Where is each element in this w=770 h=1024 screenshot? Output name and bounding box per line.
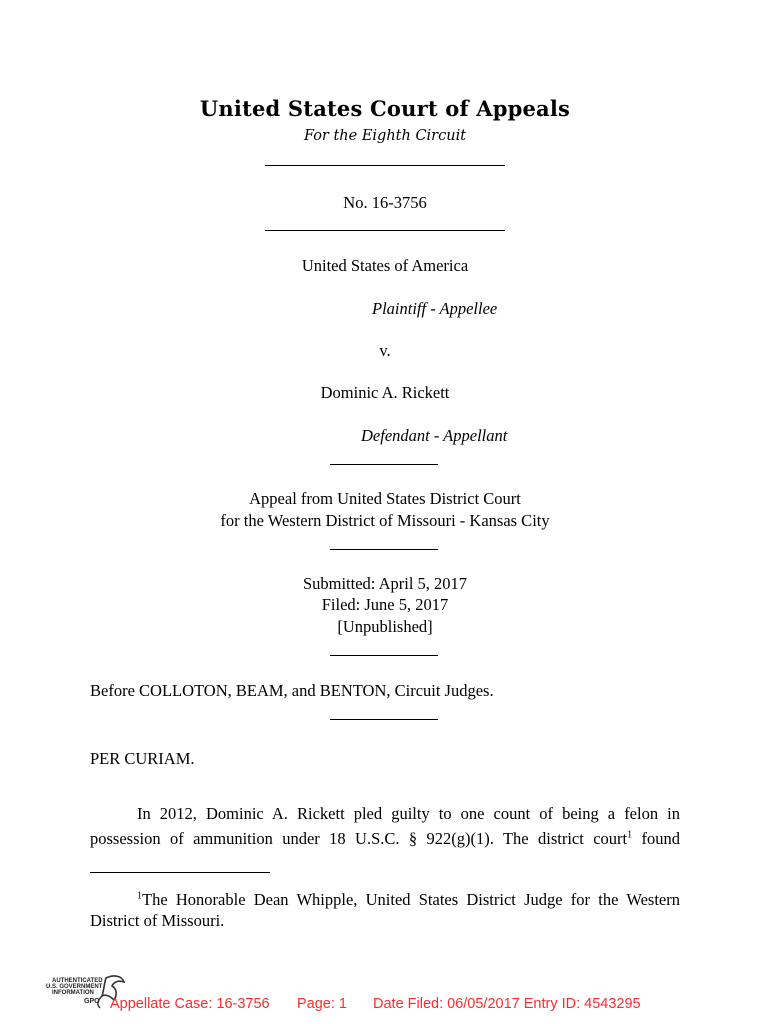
panel-judges: Before COLLOTON, BEAM, and BENTON, Circuit Judges. xyxy=(90,681,494,700)
case-number: No. 16-3756 xyxy=(343,193,427,212)
appeal-line-2: for the Western District of Missouri - Kansas City xyxy=(220,511,550,530)
footnote-line-2: District of Missouri. xyxy=(90,911,225,930)
opinion-line-2 xyxy=(90,826,680,851)
stamp-case: Appellate Case: 16-3756 xyxy=(110,996,270,1012)
panel-divider xyxy=(330,719,438,720)
footnote xyxy=(90,889,680,931)
submitted-date: Submitted: April 5, 2017 xyxy=(302,574,468,593)
opinion-line-2-text: possession of ammunition under 18 U.S.C. § 922(g)(1). The district court xyxy=(90,829,628,848)
footnote-line-1-text: The Honorable Dean Whipple, United States District Judge for the Western xyxy=(142,890,680,909)
circuit-subtitle: For the Eighth Circuit xyxy=(303,128,467,144)
appeal-line-1: Appeal from United States District Court xyxy=(249,489,521,508)
footnote-line-1 xyxy=(90,889,680,910)
footnote-divider xyxy=(90,872,270,873)
plaintiff-role: Plaintiff - Appellee xyxy=(372,299,498,318)
publication-status: [Unpublished] xyxy=(337,617,433,636)
appeal-divider xyxy=(330,549,438,550)
defendant-name: Dominic A. Rickett xyxy=(320,383,450,402)
filed-date: Filed: June 5, 2017 xyxy=(321,595,449,614)
case-number-divider xyxy=(265,230,505,231)
versus-label: v. xyxy=(379,341,391,360)
parties-divider xyxy=(330,464,438,465)
defendant-role: Defendant - Appellant xyxy=(361,426,508,445)
opinion-line-2-end: found xyxy=(632,829,681,848)
plaintiff-name: United States of America xyxy=(301,256,469,275)
court-title: United States Court of Appeals xyxy=(199,96,571,121)
dates-divider xyxy=(330,655,438,656)
seal-line-2: U.S. GOVERNMENT xyxy=(46,984,103,990)
opinion-heading: PER CURIAM. xyxy=(90,749,195,768)
stamp-date: Date Filed: 06/05/2017 Entry ID: 4543295 xyxy=(373,996,641,1012)
stamp-page: Page: 1 xyxy=(297,996,347,1012)
opinion-line-1: In 2012, Dominic A. Rickett pled guilty to one count of being a felon in xyxy=(137,804,680,823)
seal-gpo: GPO xyxy=(84,998,100,1005)
header-divider xyxy=(265,165,505,166)
seal-line-3: INFORMATION xyxy=(52,990,94,996)
footnote-marker: 1 xyxy=(137,890,142,902)
seal-line-1: AUTHENTICATED xyxy=(52,978,103,984)
footnote-reference[interactable]: 1 xyxy=(627,829,633,841)
opinion-paragraph xyxy=(90,801,680,851)
